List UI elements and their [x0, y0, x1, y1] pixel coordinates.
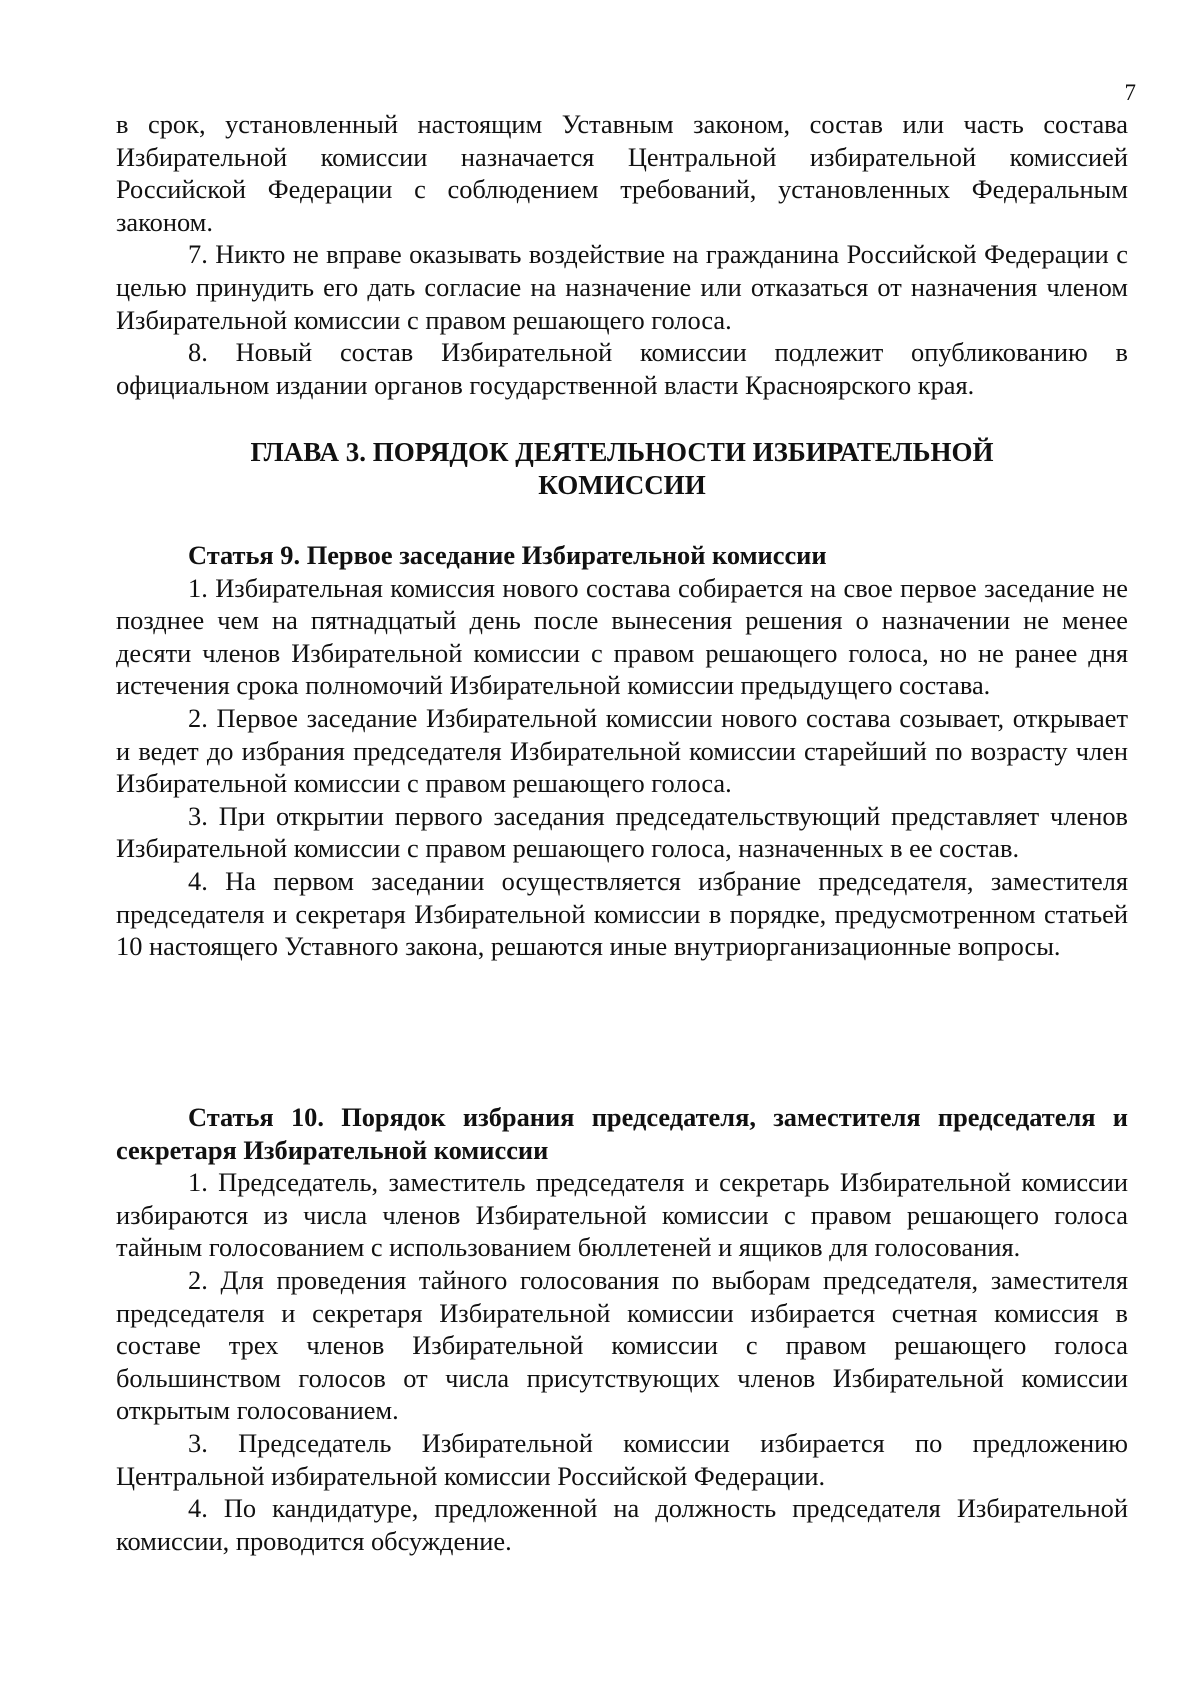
article-10-item-4: 4. По кандидатуре, предложенной на должность председателя Избирательной комиссии, проводится обсуждение.	[116, 1493, 1128, 1556]
paragraph-continued: в срок, установленный настоящим Уставным законом, состав или часть состава Избирательной комиссии назначается Центральной избирательной комиссией Российской Федерации с соблюдением требований, установленных Федеральным законом.	[116, 109, 1128, 237]
chapter-heading-line2: КОМИССИИ	[538, 470, 706, 500]
paragraph-8: 8. Новый состав Избирательной комиссии подлежит опубликованию в официальном издании органов государственной власти Красноярского края.	[116, 337, 1128, 400]
article-9-section	[116, 539, 1128, 963]
paragraph-7: 7. Никто не вправе оказывать воздействие на гражданина Российской Федерации с целью принудить его дать согласие на назначение или отказаться от назначения членом Избирательной комиссии с правом решающего голоса.	[116, 239, 1128, 335]
article-9-title: Статья 9. Первое заседание Избирательной комиссии	[188, 540, 827, 570]
article-10-item-3: 3. Председатель Избирательной комиссии избирается по предложению Центральной избирательной комиссии Российской Федерации.	[116, 1427, 1128, 1491]
article-10-title: Статья 10. Порядок избрания председателя, заместителя председателя и секретаря Избирательной комиссии	[116, 1102, 1128, 1165]
article-9-item-2: 2. Первое заседание Избирательной комиссии нового состава созывает, открывает и ведет до избрания председателя Избирательной комиссии старейший по возрасту член Избирательной комиссии с правом решающего голоса.	[116, 702, 1128, 799]
article-9-item-3: 3. При открытии первого заседания председательствующий представляет членов Избирательной комиссии с правом решающего голоса, назначенных в ее состав.	[116, 800, 1128, 864]
chapter-heading-line1: ГЛАВА 3. ПОРЯДОК ДЕЯТЕЛЬНОСТИ ИЗБИРАТЕЛЬНОЙ	[250, 437, 994, 467]
article-9-item-1: 1. Избирательная комиссия нового состава собирается на свое первое заседание не позднее чем на пятнадцатый день после вынесения решения о назначении не менее десяти членов Избирательной комиссии с правом решающего голоса, но не ранее дня истечения срока полномочий Избирательной комиссии предыдущего состава.	[116, 572, 1128, 701]
article-10-item-1: 1. Председатель, заместитель председателя и секретарь Избирательной комиссии избираются из числа членов Избирательной комиссии с правом решающего голоса тайным голосованием с использованием бюллетеней и ящиков для голосования.	[116, 1167, 1128, 1263]
article-9-item-4: 4. На первом заседании осуществляется избрание председателя, заместителя председателя и секретаря Избирательной комиссии в порядке, предусмотренном статьей 10 настоящего Уставного закона, решаются иные внутриорганизационные вопросы.	[116, 865, 1128, 962]
article-10-section	[116, 1101, 1128, 1557]
article-10-item-2: 2. Для проведения тайного голосования по выборам председателя, заместителя председателя и секретаря Избирательной комиссии избирается счетная комиссия в составе трех членов Избирательной комиссии с правом решающего голоса большинством голосов от числа присутствующих членов Избирательной комиссии открытым голосованием.	[116, 1264, 1128, 1426]
page-number: 7	[1124, 80, 1136, 105]
intro-section	[116, 108, 1128, 401]
chapter-heading	[116, 436, 1128, 502]
